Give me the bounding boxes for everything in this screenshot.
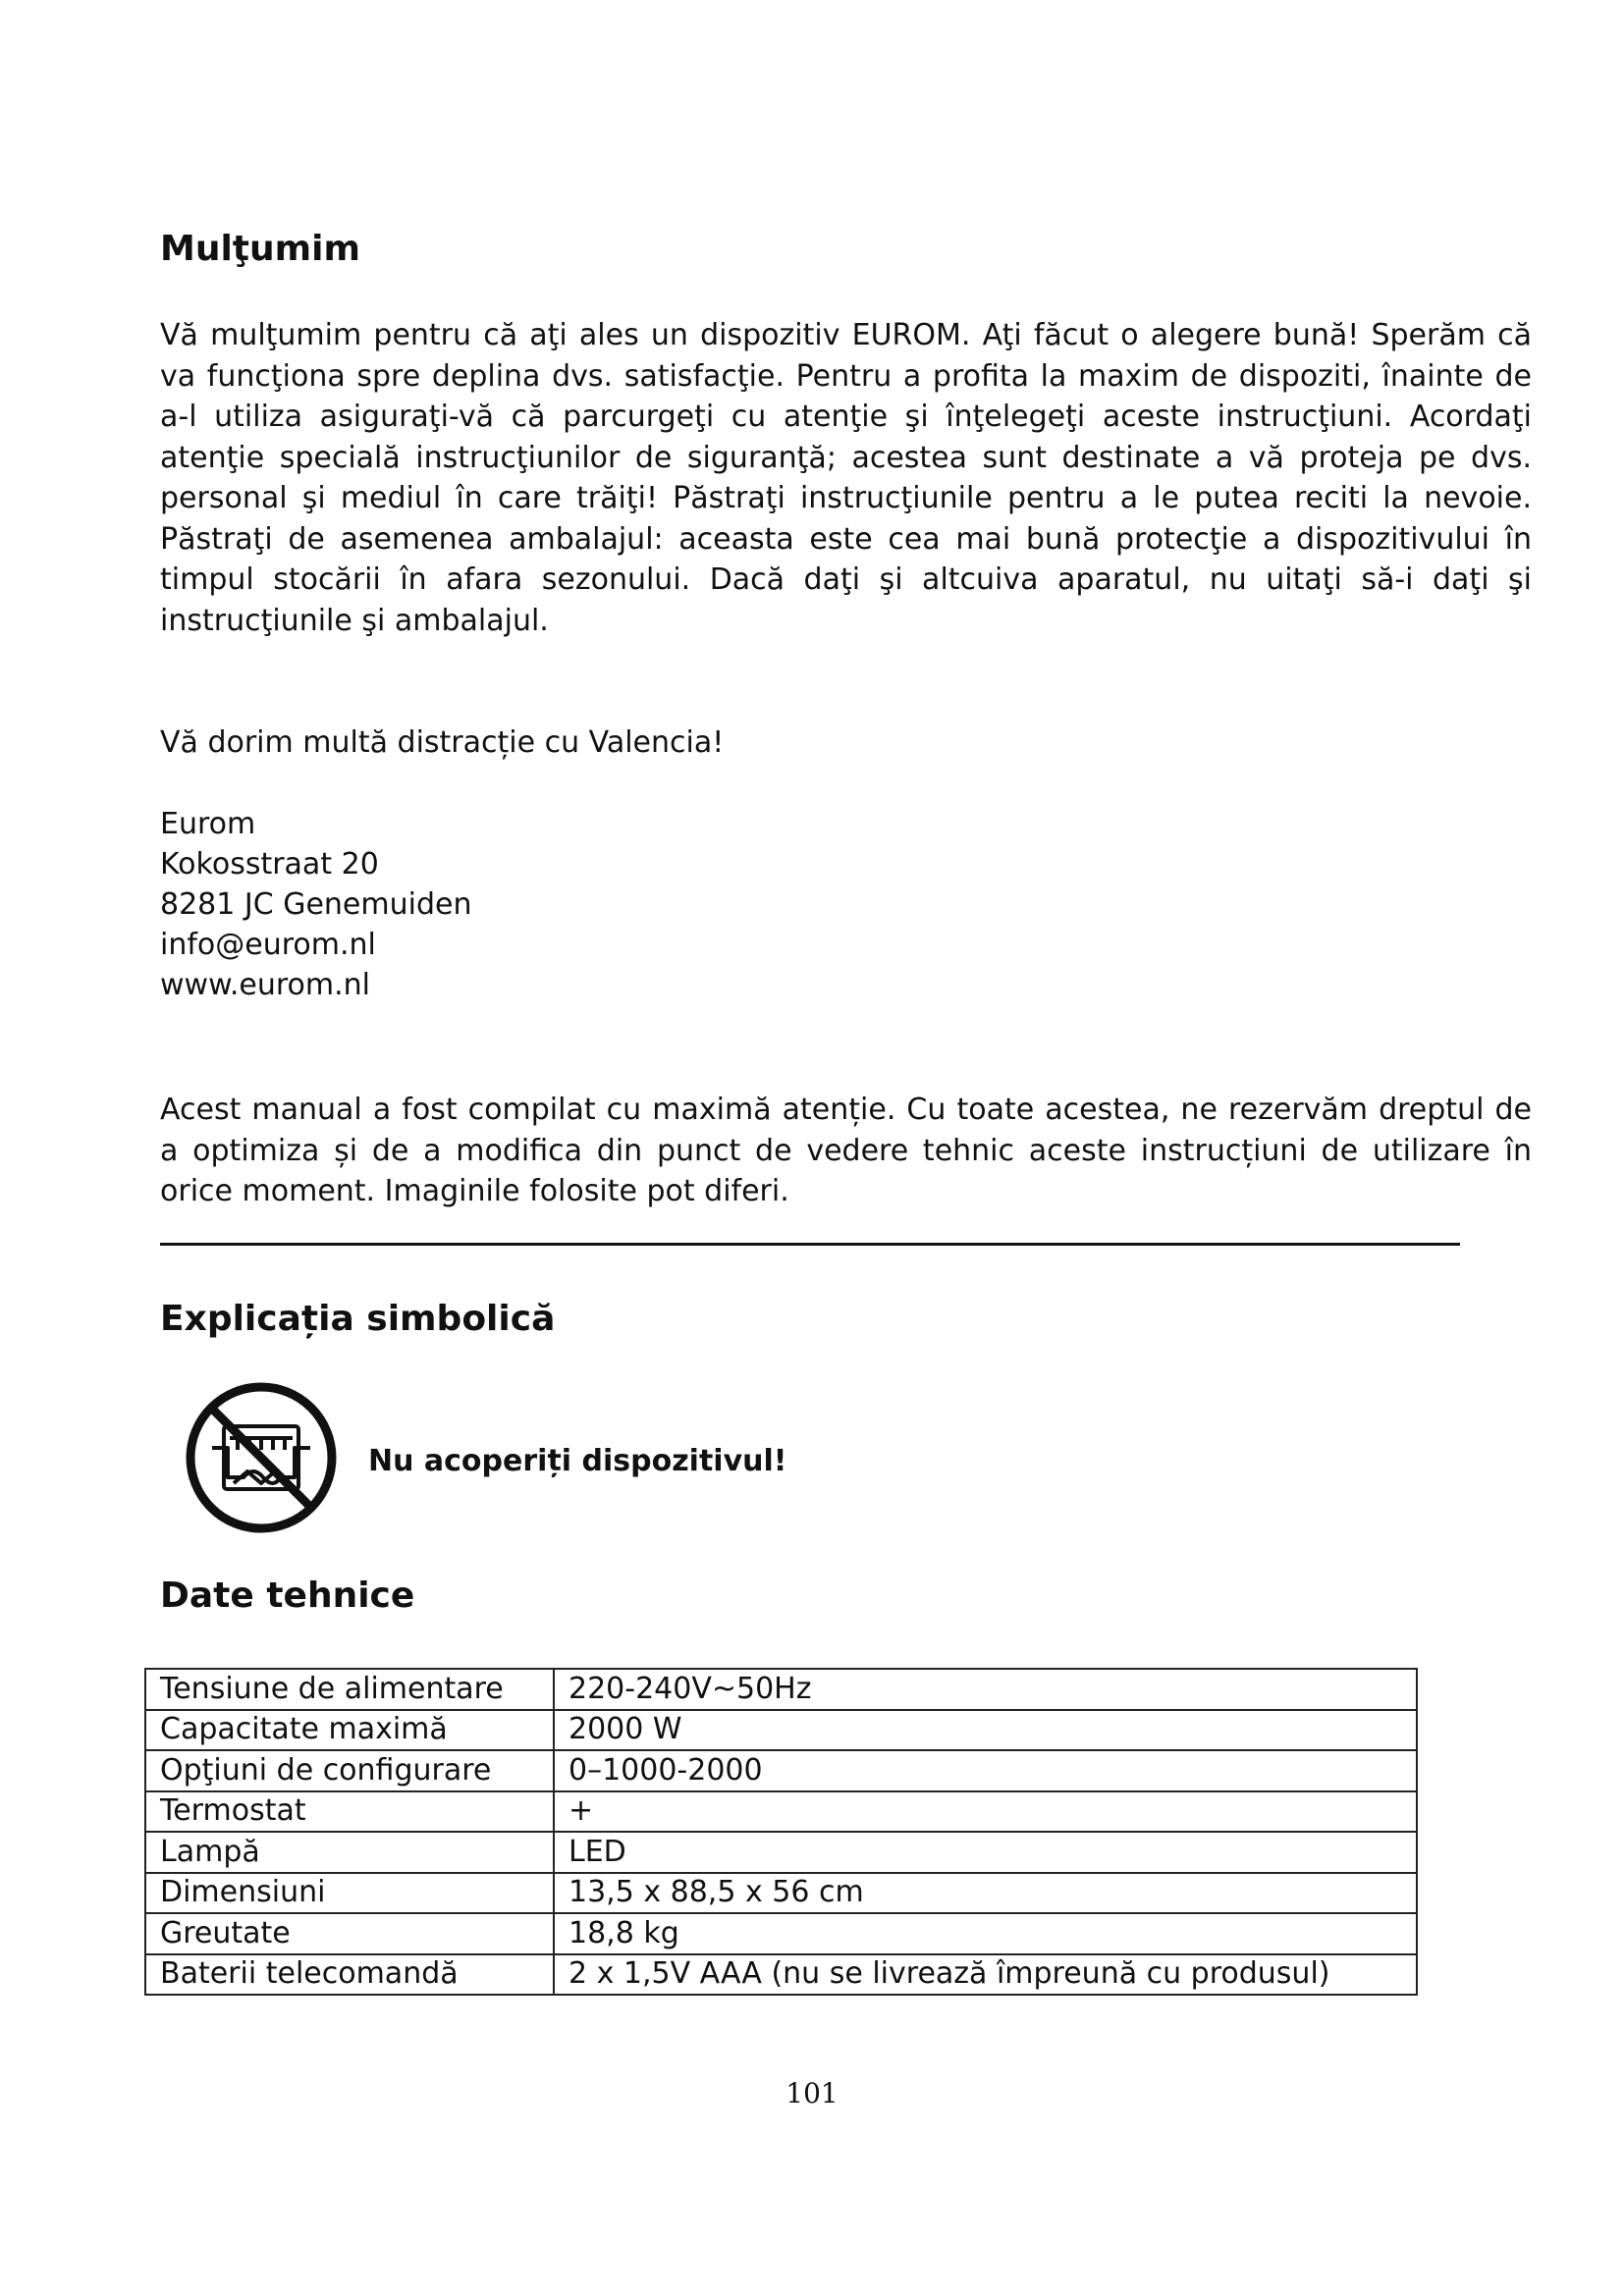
table-row — [145, 1873, 1417, 1914]
tech-label: Tensiune de alimentare — [145, 1669, 554, 1710]
tech-value: 0–1000-2000 — [554, 1750, 1417, 1791]
tech-label: Opţiuni de configurare — [145, 1750, 554, 1791]
tech-value: LED — [554, 1832, 1417, 1873]
symbol-label: Nu acoperiți dispozitivul! — [368, 1444, 787, 1478]
tech-value: + — [554, 1791, 1417, 1833]
thanks-paragraph: Vă mulţumim pentru că aţi ales un dispozitiv EUROM. Aţi făcut o alegere bună! Sperăm că va funcţiona spre deplina dvs. satisfacţie. Pentru a profita la maxim de dispoziti, înainte de a-l utiliza asiguraţi-vă că parcurgeţi cu atenţie şi înţelegeţi aceste instrucţiuni. Acordaţi atenţie specială instrucţiunilor de siguranţă; acestea sunt destinate a vă proteja pe dvs. personal şi mediul în care trăiţi! Păstraţi instrucţiunile pentru a le putea reciti la nevoie. Păstraţi de asemenea ambalajul: aceasta este cea mai bună protecţie a dispozitivului în timpul stocării în afara sezonului. Dacă daţi şi altcuiva aparatul, nu uitaţi să-i daţi şi instrucţiunile şi ambalajul. — [160, 318, 1532, 638]
table-row — [145, 1954, 1417, 1996]
table-row — [145, 1791, 1417, 1833]
address-street: Kokosstraat 20 — [160, 847, 379, 881]
tech-label: Baterii telecomandă — [145, 1954, 554, 1996]
thanks-heading: Mulţumim — [160, 229, 360, 269]
tech-label: Greutate — [145, 1913, 554, 1954]
page-number: 101 — [785, 2077, 839, 2109]
tech-label: Dimensiuni — [145, 1873, 554, 1914]
tech-value: 220-240V~50Hz — [554, 1669, 1417, 1710]
wish-line: Vă dorim multă distracție cu Valencia! — [160, 725, 725, 760]
tech-value: 2000 W — [554, 1710, 1417, 1751]
tech-value: 18,8 kg — [554, 1913, 1417, 1954]
tech-label: Termostat — [145, 1791, 554, 1833]
address-website: www.eurom.nl — [160, 968, 370, 1002]
address-email: info@eurom.nl — [160, 928, 376, 962]
tech-heading: Date tehnice — [160, 1575, 415, 1616]
table-row — [145, 1750, 1417, 1791]
disclaimer-paragraph: Acest manual a fost compilat cu maximă atenție. Cu toate acestea, ne rezervăm dreptul de a optimiza și de a modifica din punct de vedere tehnic aceste instrucțiuni de utilizare în orice moment. Imaginile folosite pot diferi. — [160, 1093, 1532, 1208]
symbols-heading: Explicația simbolică — [160, 1299, 556, 1339]
do-not-cover-icon — [183, 1379, 340, 1536]
tech-table — [144, 1668, 1418, 1996]
table-row — [145, 1913, 1417, 1954]
address-company: Eurom — [160, 807, 256, 841]
table-row — [145, 1710, 1417, 1751]
address-city: 8281 JC Genemuiden — [160, 887, 472, 922]
section-divider — [160, 1243, 1460, 1246]
tech-label: Lampă — [145, 1832, 554, 1873]
tech-value: 2 x 1,5V AAA (nu se livrează împreună cu produsul) — [554, 1954, 1417, 1996]
table-row — [145, 1669, 1417, 1710]
table-row — [145, 1832, 1417, 1873]
tech-label: Capacitate maximă — [145, 1710, 554, 1751]
tech-value: 13,5 x 88,5 x 56 cm — [554, 1873, 1417, 1914]
